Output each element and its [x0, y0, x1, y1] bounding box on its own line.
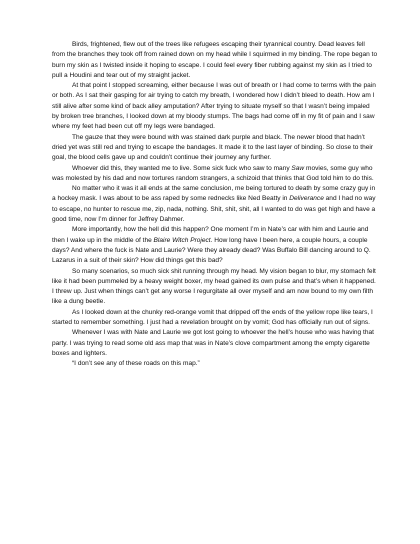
- paragraph-text: “I don’t see any of these roads on this map.”: [72, 360, 200, 368]
- paragraph-text: movies, some guy who was molested by his dad and now tortures random strangers, a schizoid that thinks that God told him to do this.: [52, 164, 374, 182]
- paragraph-text: and I had no way to escape, no hunter to rescue me, zip, nada, nothing. Shit, shit, shit, all I wanted to do was get high and have a good time, now I’m dinner for Jeffrey Dahmer.: [52, 195, 376, 224]
- body-paragraph: [52, 184, 378, 225]
- paragraph-text: Whenever I was with Nate and Laurie we got lost going to whoever the hell’s house who was having that party. I was trying to read some old ass map that was in Nate’s clove compartment among the empty cigarette boxes and lighters.: [52, 329, 374, 357]
- paragraph-text: The gauze that they were bound with was stained dark purple and black. The newer blood that hadn’t dried yet was still red and trying to escape the bandages. It made it to the last layer of binding. So close to their goal, the blood cells gave up and couldn’t continue their journey any further.: [52, 133, 373, 162]
- paragraph-text: As I looked down at the chunky red-orange vomit that dripped off the ends of the yellow rope like tears, I started to remember something. I just had a revelation brought on by vomit; God has officially run out of signs.: [52, 308, 373, 327]
- body-paragraph: [52, 164, 378, 185]
- body-paragraph: [52, 328, 378, 359]
- paragraph-text: More importantly, how the hell did this happen? One moment I’m in Nate’s car with him and Laurie and then I wake up in the middle of the: [52, 226, 369, 244]
- body-paragraph: [52, 133, 378, 164]
- paragraph-text: Birds, frightened, flew out of the trees like refugees escaping their tyrannical country. Dead leaves fell from the branches they took off from rained down on my head while I squirmed in my binding. The rope began to burn my skin as I twisted inside it hoping to escape. I could feel every fiber rubbing against my skin as I tried to pull a Houdini and tear out of my straight jacket.: [52, 41, 378, 79]
- body-paragraph: [52, 225, 378, 266]
- italic-title-text: Deliverance: [289, 195, 324, 203]
- document-body: [52, 40, 378, 370]
- body-paragraph: [52, 359, 378, 369]
- paragraph-text: So many scenarios, so much sick shit running through my head. My vision began to blur, my stomach felt like it had been pummeled by a heavy weight boxer, my head gained its own pulse and that’s when it happened. I threw up. Just when things can’t get any worse I regurgitate all over myself and am now bound to my own filth like a dung beetle.: [52, 267, 376, 306]
- paragraph-text: How long have I been here, a couple hours, a couple days? And where the fuck is Nate and Laurie? Were they already dead? Was Buffalo Bill dancing around to Q. Lazarus in a suit of their skin? How did things get this bad?: [52, 236, 371, 265]
- body-paragraph: [52, 81, 378, 132]
- body-paragraph: [52, 267, 378, 308]
- paragraph-text: No matter who it was it all ends at the same conclusion, me being tortured to death by some crazy guy in a hockey mask. I was about to be ass raped by some rednecks like Ned Beatty in: [52, 185, 376, 203]
- body-paragraph: [52, 308, 378, 329]
- paragraph-text: Whoever did this, they wanted me to live. Some sick fuck who saw to many: [72, 164, 292, 172]
- italic-title-text: Saw: [291, 164, 305, 172]
- body-paragraph: [52, 40, 378, 81]
- paragraph-text: At that point I stopped screaming, either because I was out of breath or I had come to terms with the pain or both. As I sat their gasping for air trying to catch my breath, I wondered how I didn’t bleed to death. How am I still alive after some kind of back alley amputation? After trying to situate myself so that I wasn’t being impaled by broken tree branches, I looked down at my bloody stumps. The bags had come off in my fit of pain and I saw where my feet had been cut off my legs were bandaged.: [52, 82, 376, 131]
- italic-title-text: Blaire Witch Project.: [153, 236, 213, 244]
